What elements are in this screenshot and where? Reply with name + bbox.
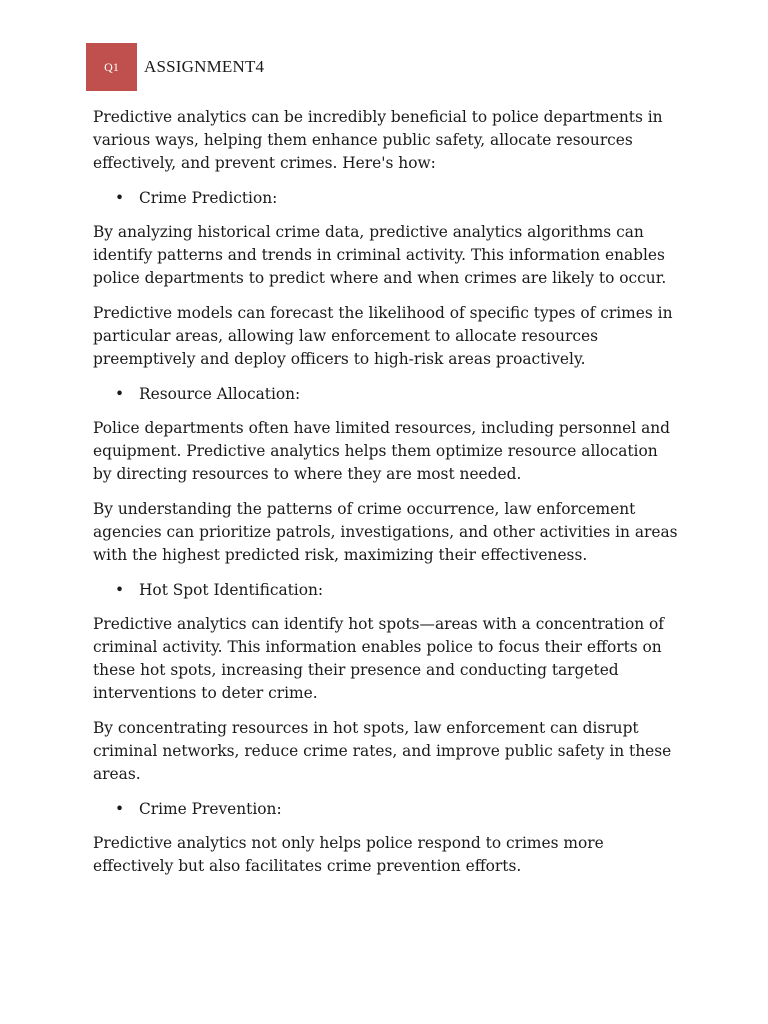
bullet-resource-allocation — [93, 383, 678, 406]
bullet-label: Resource Allocation: — [139, 385, 301, 403]
bullet-icon: • — [115, 800, 125, 818]
question-number-box: Q1 — [86, 43, 137, 91]
paragraph: Predictive analytics can identify hot spots—areas with a concentration of criminal activity. This information enables police to focus their efforts on these hot spots, increasing their presence and conducting targeted interventions to deter crime. — [93, 615, 665, 702]
intro-paragraph: Predictive analytics can be incredibly beneficial to police departments in various ways, helping them enhance public safety, allocate resources effectively, and prevent crimes. Here's how: — [93, 108, 663, 172]
bullet-label: Crime Prediction: — [139, 189, 278, 207]
bullet-icon: • — [115, 189, 125, 207]
page-header — [86, 43, 264, 91]
paragraph: Predictive analytics not only helps police respond to crimes more effectively but also facilitates crime prevention efforts. — [93, 834, 604, 875]
paragraph: Police departments often have limited resources, including personnel and equipment. Predictive analytics helps them optimize resource allocation by directing resources to where they are most needed. — [93, 419, 671, 483]
bullet-hot-spot-identification — [93, 579, 678, 602]
paragraph: By understanding the patterns of crime occurrence, law enforcement agencies can prioritize patrols, investigations, and other activities in areas with the highest predicted risk, maximizing their effectiveness. — [93, 500, 678, 564]
paragraph: Predictive models can forecast the likelihood of specific types of crimes in particular areas, allowing law enforcement to allocate resources preemptively and deploy officers to high-risk areas proactively. — [93, 304, 673, 368]
bullet-label: Hot Spot Identification: — [139, 581, 324, 599]
bullet-icon: • — [115, 385, 125, 403]
document-body — [93, 106, 678, 890]
assignment-title: ASSIGNMENT4 — [144, 57, 265, 76]
paragraph: By analyzing historical crime data, predictive analytics algorithms can identify patterns and trends in criminal activity. This information enables police departments to predict where and when crimes are likely to occur. — [93, 223, 667, 287]
bullet-crime-prevention — [93, 798, 678, 821]
bullet-icon: • — [115, 581, 125, 599]
paragraph: By concentrating resources in hot spots, law enforcement can disrupt criminal networks, reduce crime rates, and improve public safety in these areas. — [93, 719, 672, 783]
bullet-crime-prediction — [93, 187, 678, 210]
bullet-label: Crime Prevention: — [139, 800, 282, 818]
